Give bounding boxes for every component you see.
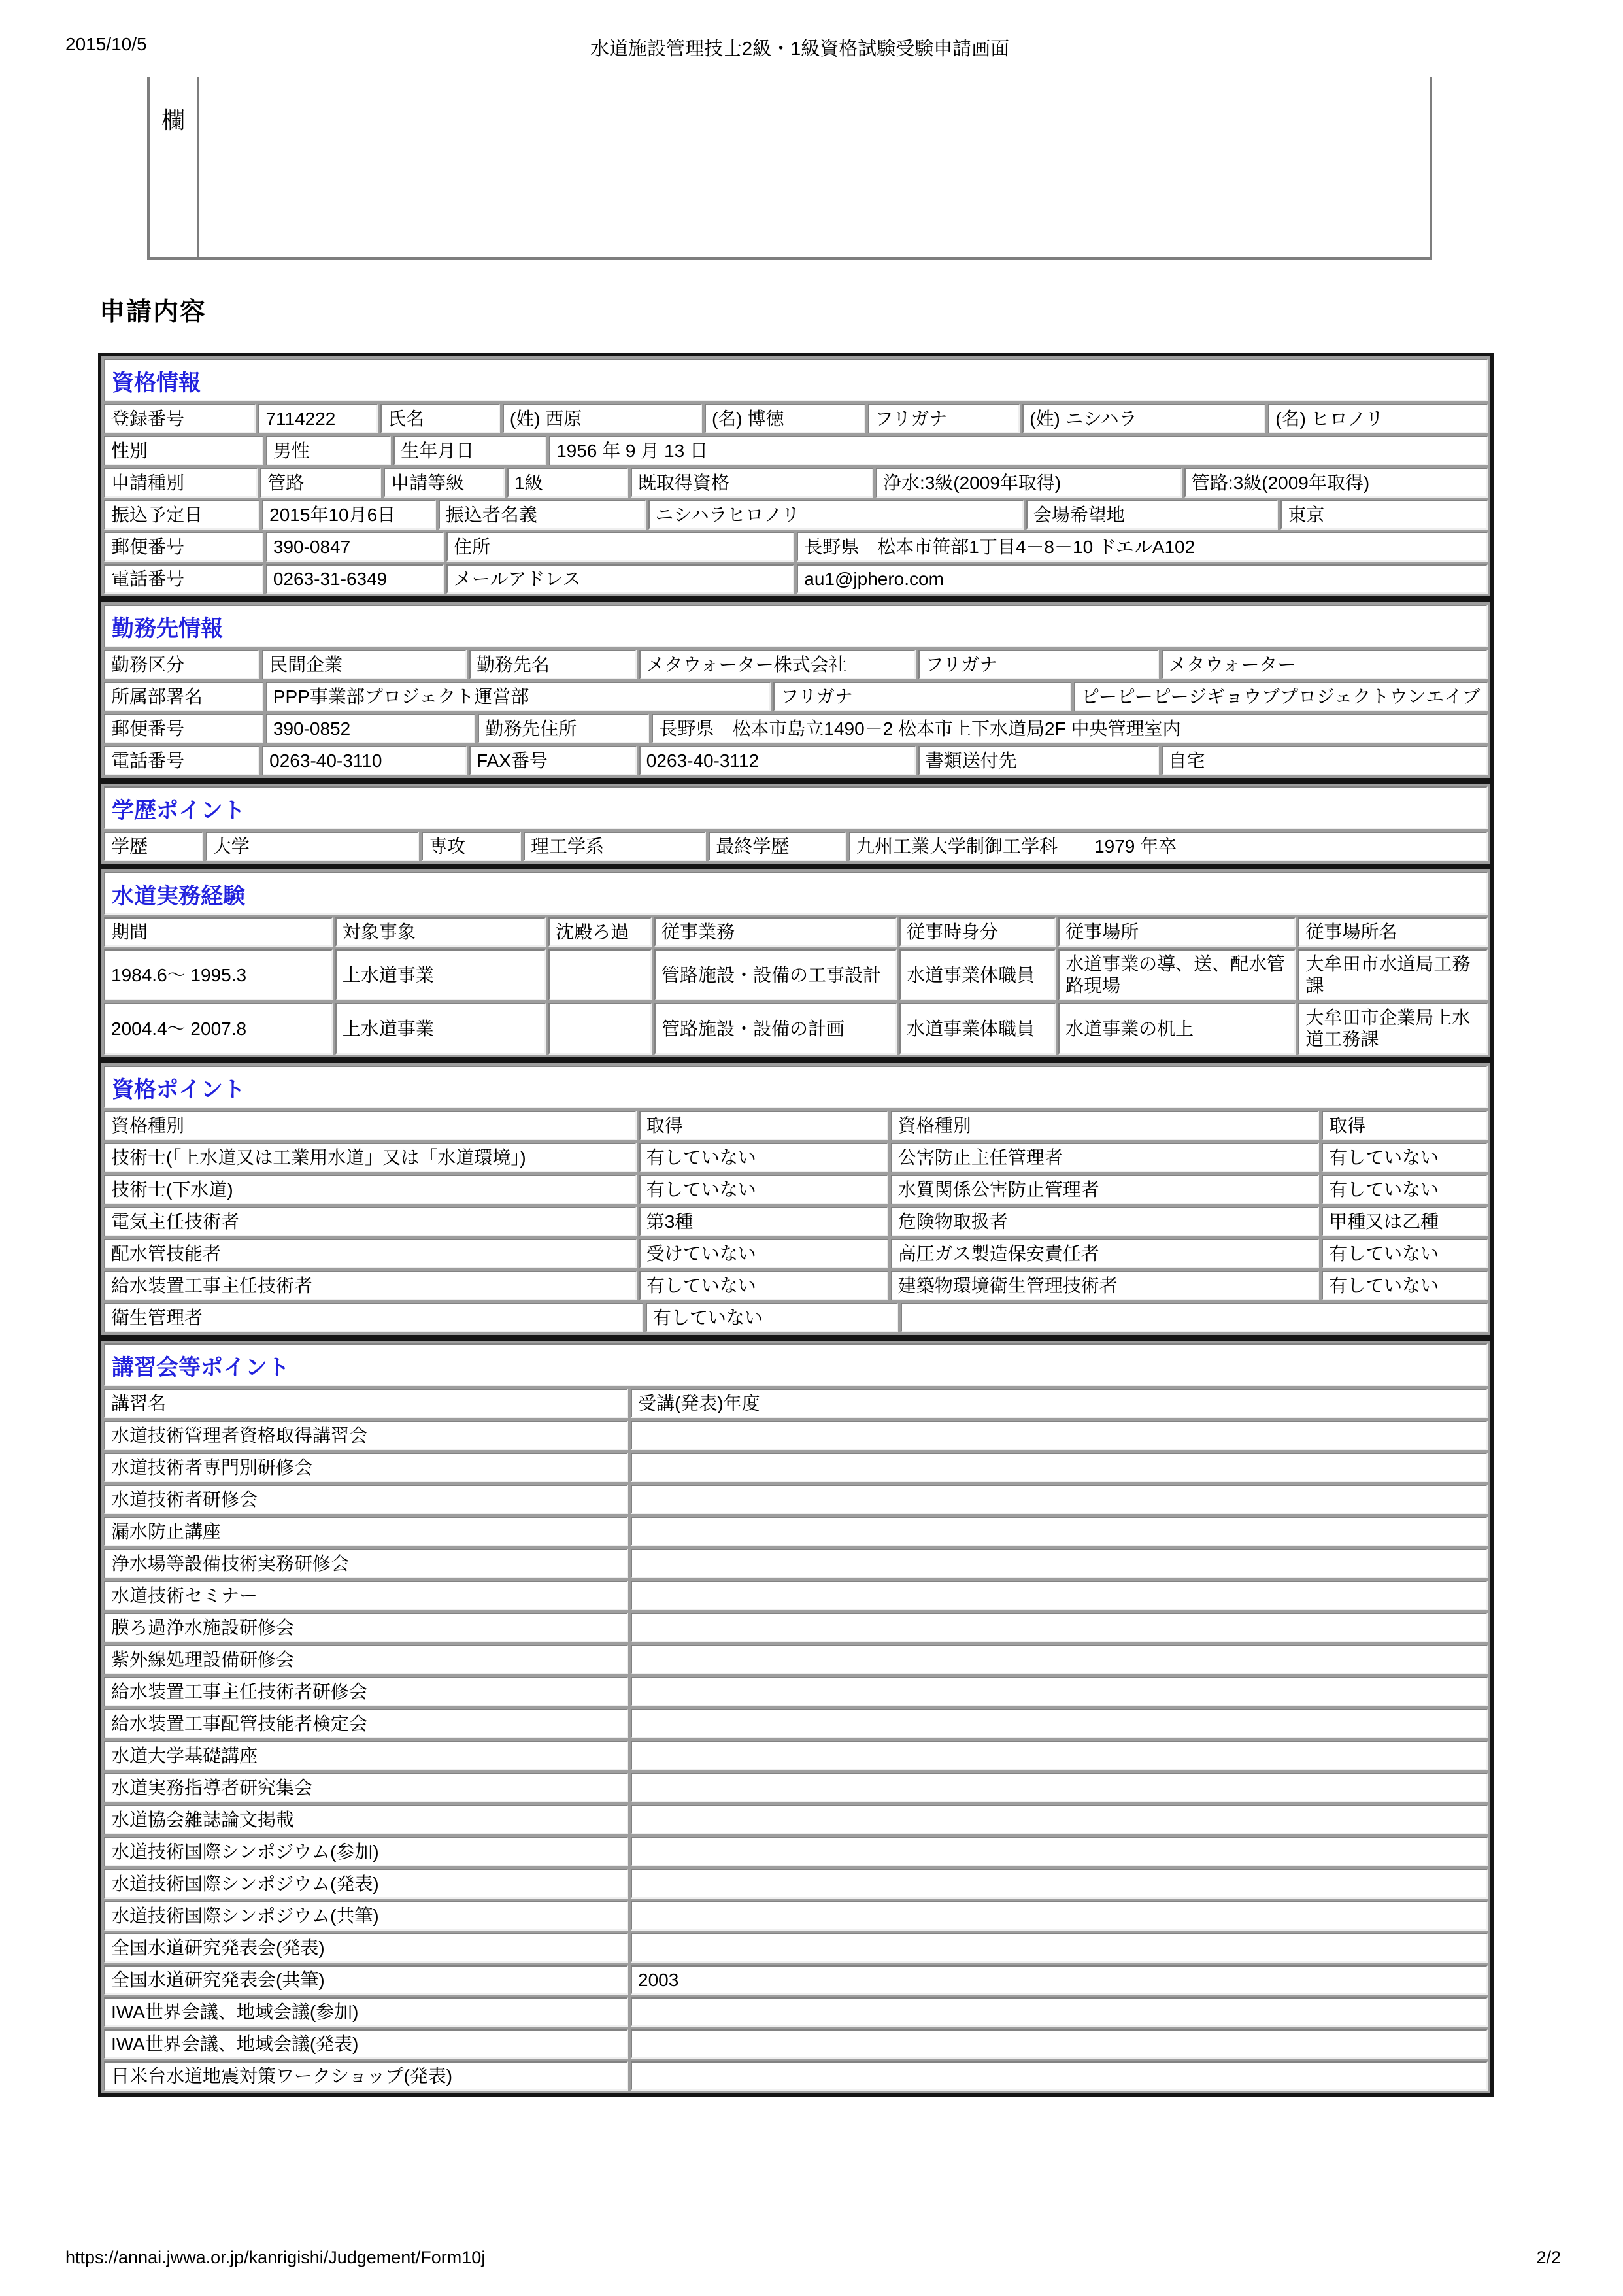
table-cell: フリガナ	[773, 682, 1071, 711]
table-row	[104, 1389, 1488, 1418]
table-cell: 全国水道研究発表会(発表)	[104, 1933, 628, 1963]
table-cell: フリガナ	[918, 650, 1159, 679]
table-row	[104, 1271, 1488, 1300]
table-row	[104, 1453, 1488, 1482]
table-cell: 給水装置工事主任技術者	[104, 1271, 637, 1300]
table-cell: 危険物取扱者	[891, 1207, 1319, 1236]
table-row	[104, 1003, 1488, 1054]
table-cell	[631, 1453, 1488, 1482]
table-cell: メタウォーター	[1162, 650, 1488, 679]
table-cell: メールアドレス	[446, 564, 794, 594]
table-row	[104, 564, 1488, 594]
table-cell: 水道技術国際シンポジウム(参加)	[104, 1837, 628, 1866]
table-cell: 対象事象	[335, 917, 546, 947]
table-cell: 申請等級	[384, 468, 505, 498]
table-cell: 専攻	[422, 832, 521, 861]
table-cell: 2015年10月6日	[262, 500, 436, 530]
table-cell: 390-0847	[266, 532, 444, 562]
table-cell: 有していない	[1322, 1239, 1488, 1268]
table-row	[104, 436, 1488, 465]
table-row	[104, 650, 1488, 679]
table-row	[104, 1175, 1488, 1204]
table-cell: 氏名	[380, 404, 500, 433]
table-row	[104, 917, 1488, 947]
table-cell: 0263-31-6349	[266, 564, 444, 594]
table-cell: 住所	[446, 532, 794, 562]
table-row	[104, 1485, 1488, 1514]
table-row	[104, 1421, 1488, 1450]
table-cell: 既取得資格	[631, 468, 873, 498]
remark-box-label-cell	[147, 77, 199, 257]
table-cell: 登録番号	[104, 404, 256, 433]
table-cell: 従事時身分	[899, 917, 1056, 947]
table-row	[104, 1613, 1488, 1642]
table-cell: 管路施設・設備の工事設計	[654, 949, 897, 1000]
content-heading: 申請内容	[99, 298, 207, 326]
remark-box-empty-cell	[199, 77, 1432, 257]
table-row	[104, 832, 1488, 861]
table-cell: 有していない	[1322, 1271, 1488, 1300]
table-row	[104, 1111, 1488, 1140]
table-cell: 水道事業体職員	[899, 949, 1056, 1000]
table-cell: 紫外線処理設備研修会	[104, 1645, 628, 1674]
table-cell	[631, 1741, 1488, 1770]
table-row	[104, 1965, 1488, 1995]
table-cell: メタウォーター株式会社	[639, 650, 916, 679]
table-cell: 民間企業	[262, 650, 467, 679]
table-cell: 従事場所名	[1298, 917, 1488, 947]
table-cell: 2003	[631, 1965, 1488, 1995]
table-cell	[631, 1485, 1488, 1514]
table-cell: 受けていない	[639, 1239, 888, 1268]
table-cell: 電気主任技術者	[104, 1207, 637, 1236]
table-cell: 水道技術国際シンポジウム(発表)	[104, 1869, 628, 1899]
section-title: 資格情報	[104, 359, 1488, 401]
table-row	[104, 1805, 1488, 1834]
table-cell	[631, 1933, 1488, 1963]
table-cell: 水道事業の導、送、配水管路現場	[1058, 949, 1296, 1000]
table-cell: ピーピーピージギョウブプロジェクトウンエイブ	[1074, 682, 1488, 711]
application-sections	[98, 353, 1494, 2097]
table-row	[104, 1933, 1488, 1963]
section-qualification-info	[98, 353, 1494, 599]
table-cell: 上水道事業	[335, 949, 546, 1000]
table-row	[104, 468, 1488, 498]
table-row	[104, 1709, 1488, 1738]
remark-box-label: 欄	[161, 107, 185, 133]
table-cell: 水道事業体職員	[899, 1003, 1056, 1054]
section-title: 講習会等ポイント	[104, 1343, 1488, 1386]
table-row	[104, 1901, 1488, 1931]
table-cell: (名) 博徳	[705, 404, 865, 433]
table-cell	[631, 1549, 1488, 1578]
table-cell: 配水管技能者	[104, 1239, 637, 1268]
table-cell: 給水装置工事主任技術者研修会	[104, 1677, 628, 1706]
table-cell: 甲種又は乙種	[1322, 1207, 1488, 1236]
table-cell: 0263-40-3112	[639, 746, 916, 775]
table-cell	[548, 949, 652, 1000]
table-cell: 管路	[260, 468, 381, 498]
table-cell: 管路施設・設備の計画	[654, 1003, 897, 1054]
table-cell	[631, 1805, 1488, 1834]
table-cell: 全国水道研究発表会(共筆)	[104, 1965, 628, 1995]
table-row	[104, 1837, 1488, 1866]
table-cell	[631, 1901, 1488, 1931]
table-cell: 有していない	[639, 1271, 888, 1300]
table-cell: 沈殿ろ過	[548, 917, 652, 947]
section-water-experience	[98, 867, 1494, 1060]
table-cell: 水道技術国際シンポジウム(共筆)	[104, 1901, 628, 1931]
table-cell: 九州工業大学制御工学科 1979 年卒	[849, 832, 1488, 861]
table-cell: 学歴	[104, 832, 203, 861]
table-cell: 浄水場等設備技術実務研修会	[104, 1549, 628, 1578]
table-cell: 日米台水道地震対策ワークショップ(発表)	[104, 2061, 628, 2091]
table-cell: IWA世界会議、地域会議(参加)	[104, 1997, 628, 2027]
table-cell: 有していない	[646, 1303, 898, 1332]
table-cell: 東京	[1280, 500, 1488, 530]
table-cell: 水道実務指導者研究集会	[104, 1773, 628, 1802]
table-row	[104, 1581, 1488, 1610]
section-employer-info	[98, 599, 1494, 781]
table-cell: 2004.4～ 2007.8	[104, 1003, 333, 1054]
table-cell: 管路:3級(2009年取得)	[1184, 468, 1488, 498]
table-cell: 有していない	[639, 1175, 888, 1204]
table-cell: 振込者名義	[439, 500, 646, 530]
table-cell: 390-0852	[266, 714, 476, 743]
table-row	[104, 1741, 1488, 1770]
table-cell: 1956 年 9 月 13 日	[549, 436, 1488, 465]
table-cell	[631, 1869, 1488, 1899]
table-row	[104, 1517, 1488, 1546]
table-cell: 大学	[206, 832, 420, 861]
page-number: 2/2	[1536, 2248, 1561, 2267]
table-cell: 勤務区分	[104, 650, 259, 679]
section-education-points	[98, 781, 1494, 867]
table-cell: IWA世界会議、地域会議(発表)	[104, 2029, 628, 2059]
table-cell: 高圧ガス製造保安責任者	[891, 1239, 1319, 1268]
table-cell	[631, 1709, 1488, 1738]
table-cell: (姓) 西原	[503, 404, 702, 433]
table-cell	[901, 1303, 1488, 1332]
table-cell: 7114222	[258, 404, 378, 433]
table-cell: 取得	[1322, 1111, 1488, 1140]
table-cell: PPP事業部プロジェクト運営部	[266, 682, 771, 711]
table-cell: フリガナ	[868, 404, 1020, 433]
table-cell: 水道技術セミナー	[104, 1581, 628, 1610]
table-cell: 大牟田市企業局上水道工務課	[1298, 1003, 1488, 1054]
table-cell: 1級	[507, 468, 628, 498]
section-title: 勤務先情報	[104, 605, 1488, 647]
table-cell: 水道事業の机上	[1058, 1003, 1296, 1054]
table-row	[104, 2061, 1488, 2091]
table-cell: 水道技術者専門別研修会	[104, 1453, 628, 1482]
table-row	[104, 1997, 1488, 2027]
table-row	[104, 1303, 1488, 1332]
table-cell	[631, 1677, 1488, 1706]
table-cell	[631, 1837, 1488, 1866]
table-cell: 書類送付先	[918, 746, 1159, 775]
table-cell: 申請種別	[104, 468, 258, 498]
table-row	[104, 1239, 1488, 1268]
table-cell: 男性	[266, 436, 391, 465]
table-cell: 有していない	[1322, 1175, 1488, 1204]
table-cell: 給水装置工事配管技能者検定会	[104, 1709, 628, 1738]
table-cell: 長野県 松本市島立1490－2 松本市上下水道局2F 中央管理室内	[652, 714, 1488, 743]
table-cell: 水道協会雑誌論文掲載	[104, 1805, 628, 1834]
table-cell: au1@jphero.com	[797, 564, 1488, 594]
table-row	[104, 1869, 1488, 1899]
table-cell: 浄水:3級(2009年取得)	[876, 468, 1182, 498]
table-cell: 所属部署名	[104, 682, 263, 711]
table-cell: 講習名	[104, 1389, 628, 1418]
table-cell: 第3種	[639, 1207, 888, 1236]
table-cell: 性別	[104, 436, 263, 465]
table-cell: 取得	[639, 1111, 888, 1140]
table-cell: (姓) ニシハラ	[1022, 404, 1265, 433]
table-cell: 自宅	[1162, 746, 1488, 775]
table-row	[104, 682, 1488, 711]
table-row	[104, 1773, 1488, 1802]
table-cell	[631, 1581, 1488, 1610]
table-cell: 勤務先住所	[478, 714, 649, 743]
table-cell	[548, 1003, 652, 1054]
table-row	[104, 1207, 1488, 1236]
table-cell	[631, 1517, 1488, 1546]
table-cell: 期間	[104, 917, 333, 947]
table-cell	[631, 1645, 1488, 1674]
table-cell: 郵便番号	[104, 532, 263, 562]
table-cell: 有していない	[1322, 1143, 1488, 1172]
table-cell: 公害防止主任管理者	[891, 1143, 1319, 1172]
table-cell	[631, 1997, 1488, 2027]
table-cell: 生年月日	[393, 436, 546, 465]
table-cell	[631, 1613, 1488, 1642]
table-cell: 資格種別	[891, 1111, 1319, 1140]
table-cell: 水道大学基礎講座	[104, 1741, 628, 1770]
table-cell: (名) ヒロノリ	[1268, 404, 1488, 433]
section-title: 資格ポイント	[104, 1066, 1488, 1108]
table-cell: 水道技術者研修会	[104, 1485, 628, 1514]
table-row	[104, 714, 1488, 743]
table-cell: 理工学系	[524, 832, 706, 861]
table-cell: 漏水防止講座	[104, 1517, 628, 1546]
table-row	[104, 949, 1488, 1000]
print-date: 2015/10/5	[65, 34, 147, 54]
table-cell: 振込予定日	[104, 500, 259, 530]
table-row	[104, 1549, 1488, 1578]
table-cell: 有していない	[639, 1143, 888, 1172]
table-cell: 大牟田市水道局工務課	[1298, 949, 1488, 1000]
table-cell: 最終学歴	[709, 832, 846, 861]
table-row	[104, 1645, 1488, 1674]
table-cell: 1984.6～ 1995.3	[104, 949, 333, 1000]
section-title: 学歴ポイント	[104, 786, 1488, 829]
table-cell: 水質関係公害防止管理者	[891, 1175, 1319, 1204]
table-row	[104, 746, 1488, 775]
page-title: 水道施設管理技士2級・1級資格試験受験申請画面	[590, 39, 1010, 59]
table-cell: 電話番号	[104, 564, 263, 594]
table-row	[104, 1677, 1488, 1706]
clipped-remark-box	[147, 77, 1432, 260]
table-cell: 受講(発表)年度	[631, 1389, 1488, 1418]
table-cell: ニシハラヒロノリ	[648, 500, 1024, 530]
table-cell: 水道技術管理者資格取得講習会	[104, 1421, 628, 1450]
table-cell: 郵便番号	[104, 714, 263, 743]
table-cell: 膜ろ過浄水施設研修会	[104, 1613, 628, 1642]
table-row	[104, 500, 1488, 530]
table-row	[104, 404, 1488, 433]
table-cell: 電話番号	[104, 746, 259, 775]
table-cell: 技術士(下水道)	[104, 1175, 637, 1204]
table-cell: 技術士(「上水道又は工業用水道」又は「水道環境」)	[104, 1143, 637, 1172]
table-cell: 会場希望地	[1026, 500, 1279, 530]
table-cell: 上水道事業	[335, 1003, 546, 1054]
table-cell: 衛生管理者	[104, 1303, 643, 1332]
table-cell	[631, 2061, 1488, 2091]
table-cell: 長野県 松本市笹部1丁目4－8－10 ドエルA102	[797, 532, 1488, 562]
table-row	[104, 532, 1488, 562]
table-cell	[631, 1421, 1488, 1450]
table-cell	[631, 1773, 1488, 1802]
section-title: 水道実務経験	[104, 872, 1488, 915]
table-cell: 勤務先名	[469, 650, 637, 679]
table-cell	[631, 2029, 1488, 2059]
table-cell: 従事業務	[654, 917, 897, 947]
table-cell: 0263-40-3110	[262, 746, 467, 775]
table-row	[104, 1143, 1488, 1172]
table-cell: 従事場所	[1058, 917, 1296, 947]
table-cell: 建築物環境衛生管理技術者	[891, 1271, 1319, 1300]
section-seminar-points	[98, 1338, 1494, 2097]
table-cell: 資格種別	[104, 1111, 637, 1140]
table-cell: FAX番号	[469, 746, 637, 775]
footer-url: https://annai.jwwa.or.jp/kanrigishi/Judgement/Form10j	[65, 2248, 486, 2267]
table-row	[104, 2029, 1488, 2059]
section-license-points	[98, 1060, 1494, 1338]
